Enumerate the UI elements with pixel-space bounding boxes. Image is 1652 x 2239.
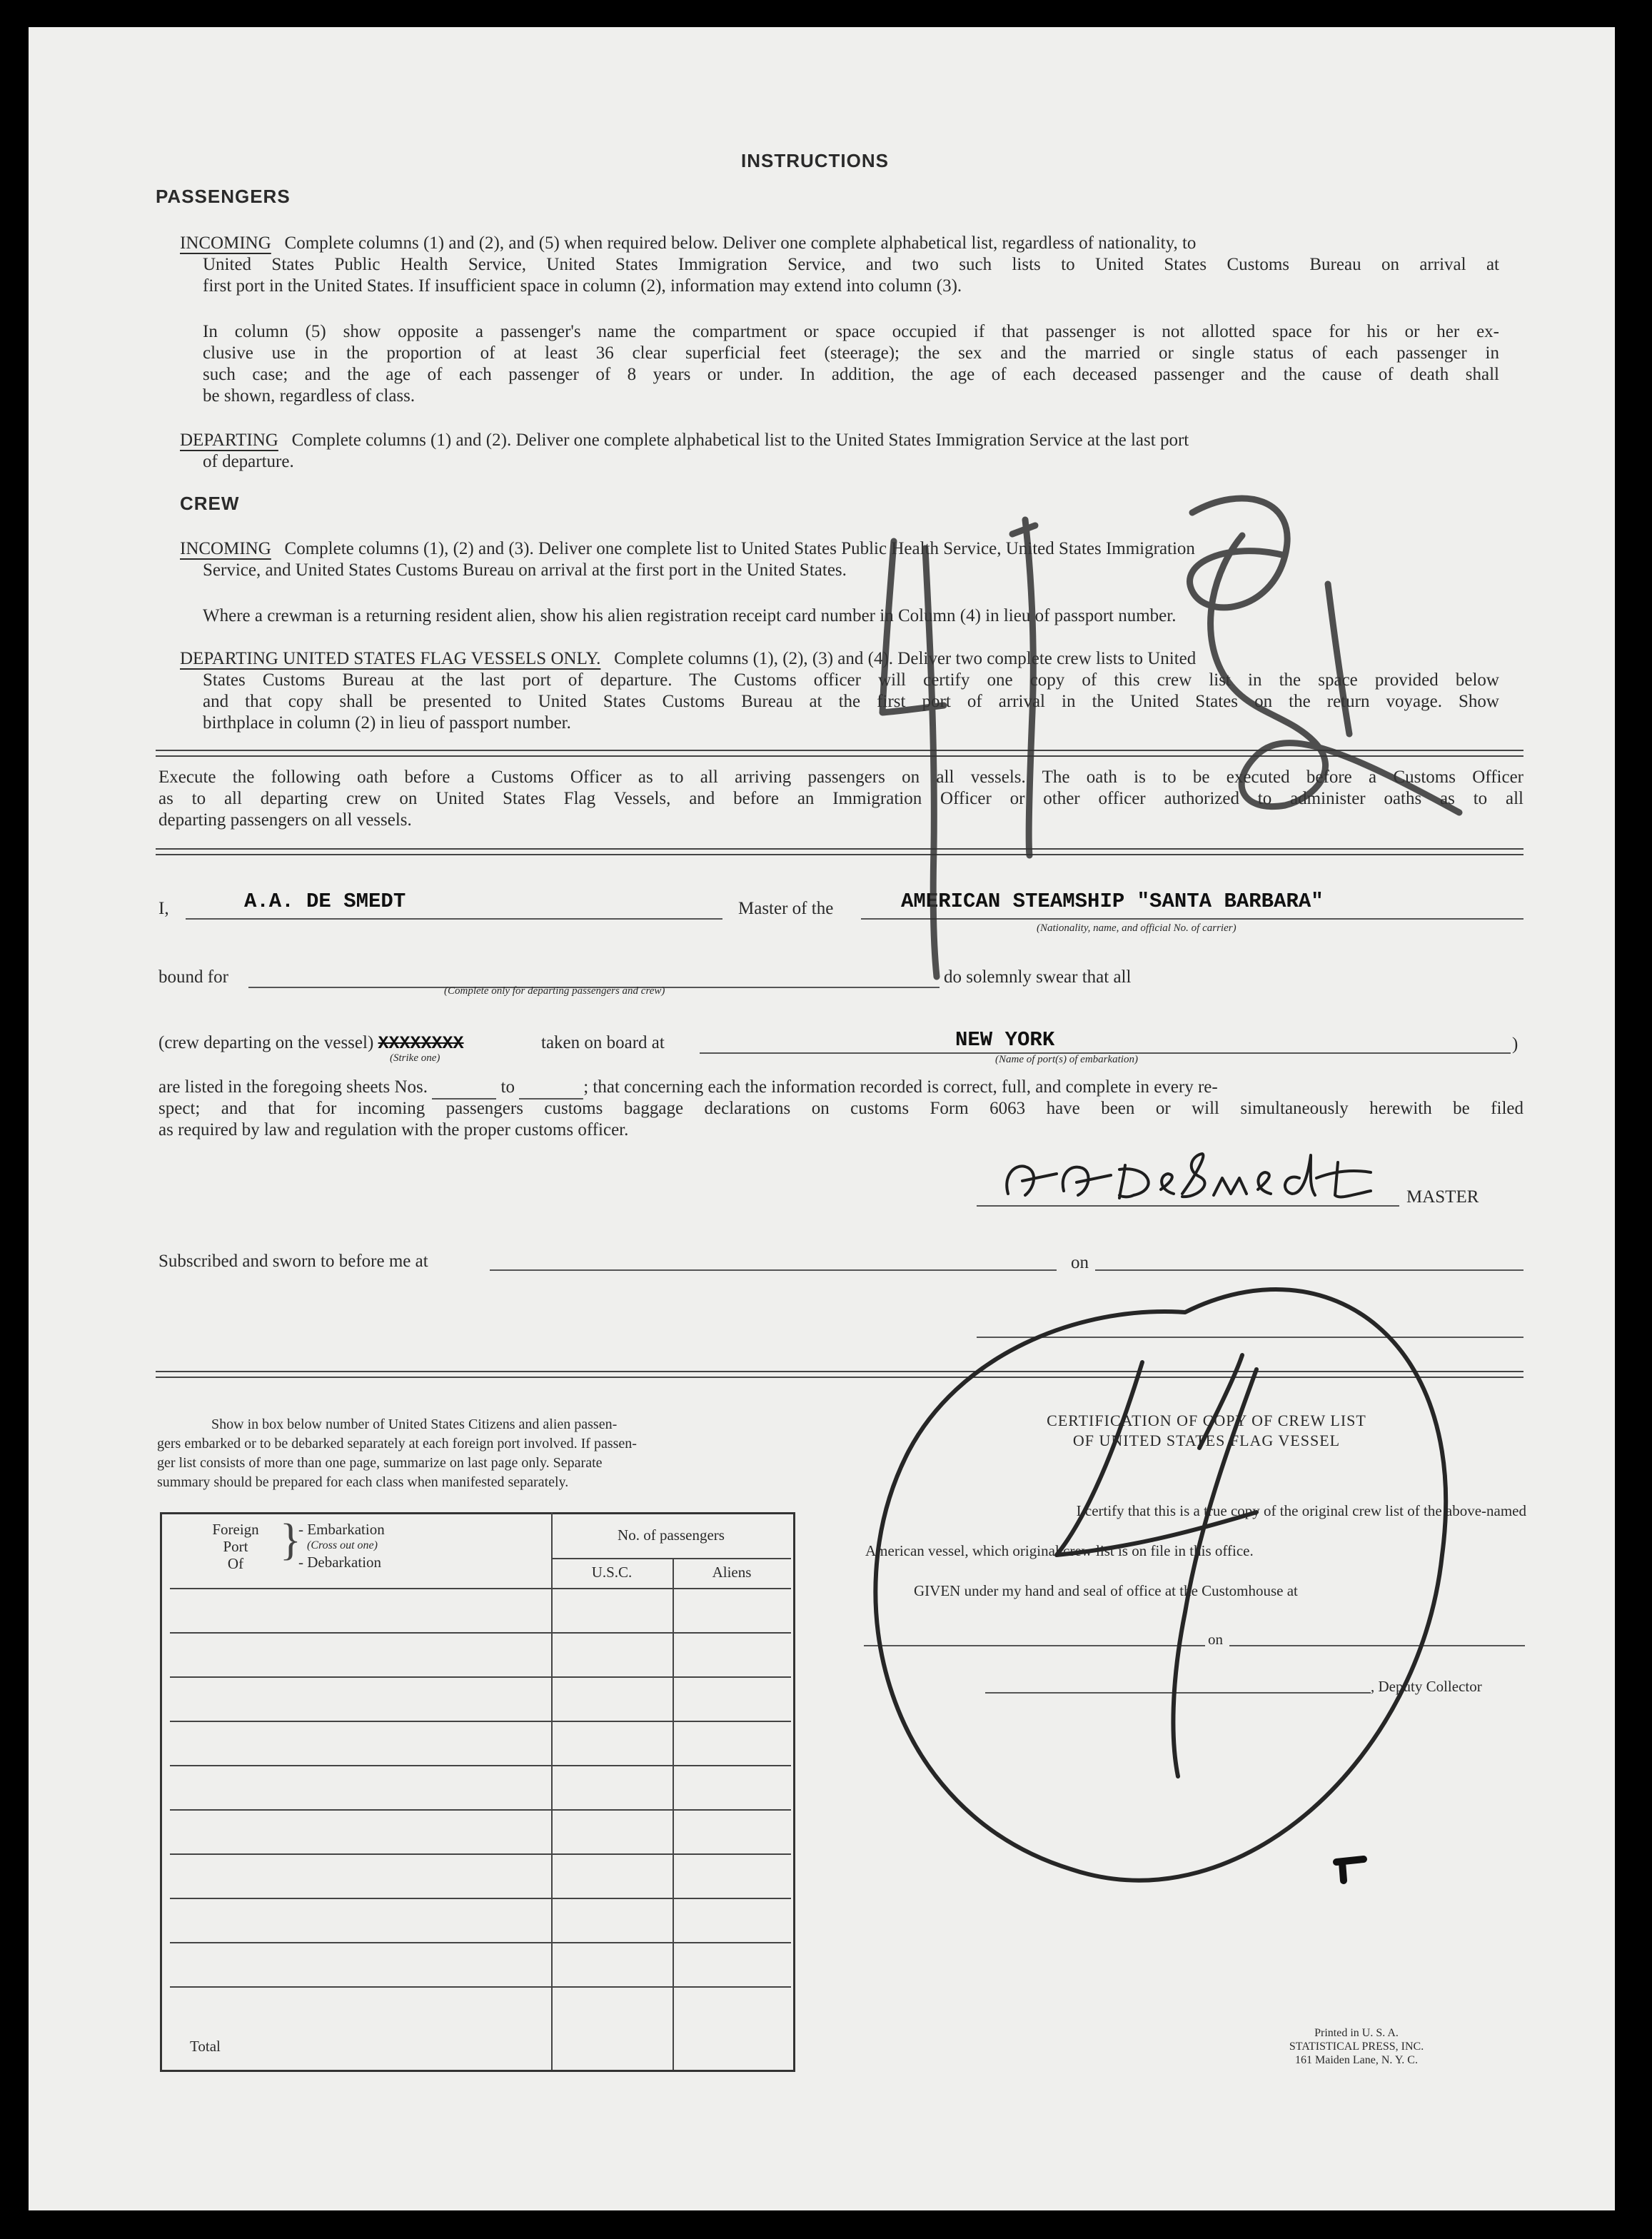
subscribed-place-line [490, 1269, 1057, 1271]
num-passengers-header: No. of passengers [618, 1526, 725, 1544]
cert-date-line [1229, 1645, 1525, 1646]
crew-incoming-line-2: Service, and United States Customs Bureau on arrival at the first port in the United States. [203, 560, 847, 580]
summary-table-row[interactable] [170, 1809, 791, 1811]
customhouse-line [864, 1645, 1205, 1646]
crew-departing-line-4: birthplace in column (2) in lieu of passport number. [203, 713, 571, 733]
sheet-to-field[interactable] [519, 1077, 583, 1100]
master-name-field[interactable]: A.A. DE SMEDT [244, 890, 406, 913]
certify-line-2: American vessel, which original crew list is on file in this office. [865, 1542, 1254, 1559]
bottom-divider [156, 1371, 1523, 1378]
on-label: on [1071, 1253, 1089, 1272]
summary-table-row[interactable] [170, 1898, 791, 1899]
oath-intro-line-1: Execute the following oath before a Customs Officer as to all arriving passengers on all vessels. The oath is to be executed before a Customs Officer [158, 768, 1523, 787]
strike-caption: (Strike one) [390, 1052, 440, 1064]
deputy-line [985, 1692, 1371, 1694]
summary-table-row[interactable] [170, 1588, 791, 1589]
summary-note: Show in box below number of United States Citizens and alien passen- gers embarked or to be debarked separately at each foreign port involved. If passen- ger list consists of more than one page, summarize on last page only. Separate summary should be prepared for each class when manifested separately. [157, 1417, 637, 1490]
struck-alternative: XXXXXXXX [378, 1033, 464, 1054]
taken-on-board-label: taken on board at [541, 1033, 665, 1052]
crew-incoming-line-1: INCOMING Complete columns (1), (2) and (3). Deliver one complete list to United States Public Health Service, United States Immigration [180, 539, 1195, 558]
officer-signature-line [977, 1337, 1523, 1338]
cross-out-caption: (Cross out one) [307, 1539, 378, 1551]
crew-departing-line-3: and that copy shall be presented to United States Customs Bureau at the first port of arrival in the United States on the return voyage. Show [203, 692, 1499, 711]
oath-intro-line-2: as to all departing crew on United States Flag Vessels, and before an Immigration Officer or other officer authorized to administer oaths as to all [158, 789, 1523, 808]
summary-table [160, 1512, 795, 2072]
usc-header: U.S.C. [591, 1564, 633, 1581]
subscribed-label: Subscribed and sworn to before me at [158, 1252, 428, 1271]
column5-line-3: such case; and the age of each passenger of 8 years or under. In addition, the age of each deceased passenger and the cause of death shall [203, 365, 1499, 384]
certify-line-1: I certify that this is a true copy of the original crew list of the above-named [1076, 1502, 1526, 1519]
summary-table-row[interactable] [170, 1676, 791, 1678]
printer-imprint: Printed in U. S. A. STATISTICAL PRESS, INC. 161 Maiden Lane, N. Y. C. [1289, 2027, 1424, 2066]
certification-title: CERTIFICATION OF COPY OF CREW LIST OF UNITED STATES FLAG VESSEL [1047, 1412, 1366, 1449]
crew-departing-label: DEPARTING UNITED STATES FLAG VESSELS ONLY. [180, 649, 601, 668]
foreign-port-label: Foreign Port Of [212, 1521, 259, 1572]
passengers-departing-line-2: of departure. [203, 452, 294, 471]
sheet-from-field[interactable] [432, 1077, 496, 1100]
passengers-incoming-line-2: United States Public Health Service, United States Immigration Service, and two such lists to United States Customs Bureau on arrival at [203, 255, 1499, 274]
listed-sheets-line: are listed in the foregoing sheets Nos. to ; that concerning each the information recorded is correct, full, and complete in every re- [158, 1077, 1523, 1100]
deputy-collector-label: , Deputy Collector [1371, 1678, 1482, 1695]
aliens-header: Aliens [712, 1564, 752, 1581]
summary-col-divider-2 [673, 1558, 674, 2070]
passengers-incoming-line-1: INCOMING Complete columns (1) and (2), and (5) when required below. Deliver one complete alphabetical list, regardless of nationality, to [180, 233, 1197, 253]
given-line: GIVEN under my hand and seal of office at the Customhouse at [914, 1582, 1298, 1599]
form-page [29, 27, 1615, 2210]
master-label: MASTER [1406, 1187, 1479, 1207]
bound-for-label: bound for [158, 967, 228, 987]
crew-resident-alien-note: Where a crewman is a returning resident alien, show his alien registration receipt card number in Column (4) in lieu of passport number. [203, 606, 1177, 625]
total-label: Total [190, 2038, 221, 2055]
bound-for-caption: (Complete only for departing passengers and crew) [444, 985, 665, 997]
summary-table-row[interactable] [170, 1632, 791, 1634]
crew-incoming-label: INCOMING [180, 539, 271, 558]
crew-departing-line-2: States Customs Bureau at the last port of departure. The Customs officer will certify one copy of this crew list in the space provided below [203, 670, 1499, 690]
crew-departing-label: (crew departing on the vessel) XXXXXXXX [158, 1033, 464, 1054]
vessel-line [861, 918, 1523, 920]
summary-table-row[interactable] [170, 1853, 791, 1855]
summary-table-row[interactable] [170, 1986, 791, 1988]
port-close-paren: ) [1512, 1035, 1518, 1054]
summary-table-row[interactable] [170, 1721, 791, 1722]
oath-spect-line: spect; and that for incoming passengers customs baggage declarations on customs Form 6063 have been or will simultaneously herewith be filed [158, 1099, 1523, 1118]
passengers-incoming-line-3: first port in the United States. If insufficient space in column (2), information may extend into column (3). [203, 276, 962, 296]
cert-on-label: on [1208, 1631, 1223, 1648]
debarkation-option[interactable]: - Debarkation [298, 1554, 382, 1571]
embarkation-option[interactable]: - Embarkation [298, 1521, 385, 1538]
crew-departing-line-1: DEPARTING UNITED STATES FLAG VESSELS ONLY. Complete columns (1), (2), (3) and (4). Deliver two complete crew lists to United [180, 649, 1197, 668]
port-field[interactable]: NEW YORK [955, 1028, 1055, 1052]
passengers-departing-line-1: DEPARTING Complete columns (1) and (2). Deliver one complete alphabetical list to the United States Immigration Service at the last port [180, 431, 1189, 450]
subscribed-date-line [1095, 1269, 1523, 1271]
master-of-label: Master of the [738, 899, 834, 918]
swear-label: do solemnly swear that all [944, 967, 1132, 987]
passengers-departing-label: DEPARTING [180, 431, 278, 450]
oath-intro-line-3: departing passengers on all vessels. [158, 810, 412, 830]
passengers-heading: PASSENGERS [156, 186, 291, 207]
signature-line [977, 1205, 1399, 1207]
column5-line-2: clusive use in the proportion of at least 36 clear superficial feet (steerage); the sex and the married or single status of each passenger in [203, 343, 1499, 363]
master-name-line [186, 918, 722, 920]
signature-icon [1007, 1154, 1371, 1198]
summary-table-row[interactable] [170, 1942, 791, 1943]
bracket-icon: } [280, 1516, 301, 1564]
oath-divider [156, 848, 1523, 855]
ink-speck-icon [1336, 1859, 1364, 1881]
column5-line-1: In column (5) show opposite a passenger's name the compartment or space occupied if that passenger is not allotted space for his or her ex- [203, 322, 1499, 341]
vessel-field[interactable]: AMERICAN STEAMSHIP "SANTA BARBARA" [901, 890, 1324, 913]
crew-heading: CREW [180, 493, 240, 514]
passengers-header-rule [551, 1558, 791, 1559]
passengers-incoming-label: INCOMING [180, 233, 271, 253]
column5-line-4: be shown, regardless of class. [203, 386, 415, 406]
i-label: I, [158, 899, 169, 918]
instructions-heading: INSTRUCTIONS [741, 150, 889, 171]
oath-required-line: as required by law and regulation with the proper customs officer. [158, 1120, 629, 1139]
port-caption: (Name of port(s) of embarkation) [995, 1054, 1138, 1065]
vessel-caption: (Nationality, name, and official No. of carrier) [1037, 922, 1237, 934]
section-divider [156, 750, 1523, 757]
summary-table-row[interactable] [170, 1765, 791, 1766]
